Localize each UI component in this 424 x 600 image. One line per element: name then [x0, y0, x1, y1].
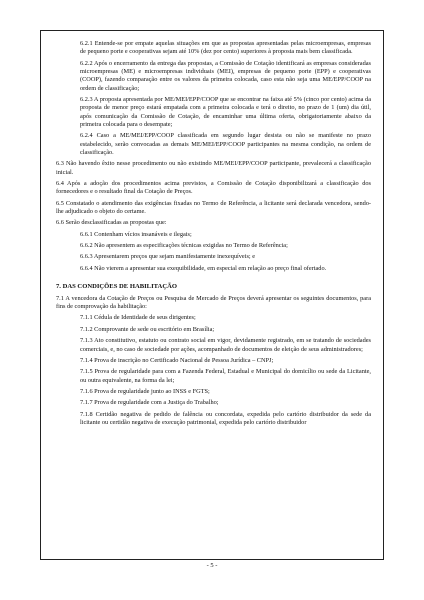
clause-6-3: 6.3 Não havendo êxito nesse procedimento ou não existindo ME/MEI/EPP/COOP participante, prevalecerá a classificação inicial.	[56, 160, 371, 176]
page-number: - 5 -	[206, 562, 218, 569]
clause-7-1-8: 7.1.8 Certidão negativa de pedido de falência ou concordata, expedida pelo cartório distribuidor da sede da licitante ou certidão negativa de execução patrimonial, expedida pelo cartório distribuidor	[80, 410, 371, 427]
clause-6-5: 6.5 Constatado o atendimento das exigências fixadas no Termo de Referência, a licitante será declarada vencedora, sendo-lhe adjudicado o objeto do certame.	[56, 199, 371, 215]
clause-7-1-5: 7.1.5 Prova de regularidade para com a Fazenda Federal, Estadual e Municipal do domicílio ou sede da Licitante, ou outra equivalente, na forma da lei;	[80, 368, 371, 384]
clause-7-1-4: 7.1.4 Prova de inscrição no Certificado Nacional de Pessoa Jurídica – CNPJ;	[80, 356, 274, 364]
section-7-heading: 7. DAS CONDIÇÕES DE HABILITAÇÃO	[56, 283, 177, 291]
clause-6-4: 6.4 Após a adoção dos procedimentos acima previstos, a Comissão de Cotação disponibilizará a classificação dos fornecedores e o resultado final da Cotação de Preços.	[56, 179, 371, 196]
clause-7-1-3: 7.1.3 Ato constitutivo, estatuto ou contrato social em vigor, devidamente registrado, em se tratando de sociedades comerciais, e, no caso de sociedade por ações, acompanhado de documentos de eleição de seus administradores;	[80, 337, 371, 353]
clause-7-1: 7.1 A vencedora da Cotação de Preços ou Pesquisa de Mercado de Preços deverá apresentar os seguintes documentos, para fins de comprovação da habilitação:	[56, 294, 371, 311]
clause-6-2-3: 6.2.3 A proposta apresentada por ME/MEI/EPP/COOP que se encontrar na faixa até 5% (cinco por cento) acima da proposta de menor preço estará empatada com a primeira colocada e terá o direito, no prazo de 1 (um) dia útil, após comunicação da Comissão de Cotação, de encaminhar uma última oferta, obrigatoriamente abaixo da primeira colocada para o desempate;	[80, 95, 371, 128]
clause-6-2-4: 6.2.4 Caso a ME/MEI/EPP/COOP classificada em segundo lugar desista ou não se manifeste no prazo estabelecido, serão convocadas as demais ME/MEI/EPP/COOP participantes na mesma condição, na ordem de classificação.	[80, 132, 371, 156]
clause-7-1-6: 7.1.6 Prova de regularidade junto ao INSS e FGTS;	[80, 387, 210, 395]
clause-6-6-1: 6.6.1 Contenham vícios insanáveis e ilegais;	[80, 230, 192, 238]
clause-6-6-4: 6.6.4 Não vierem a apresentar sua exequibilidade, em especial em relação ao preço final ofertado.	[80, 264, 327, 272]
clause-6-6-2: 6.6.2 Não apresentem as especificações técnicas exigidas no Termo de Referência;	[80, 242, 288, 250]
document-body	[56, 40, 371, 430]
clause-7-1-2: 7.1.2 Comprovante de sede ou escritório em Brasília;	[80, 325, 215, 333]
clause-6-6-3: 6.6.3 Apresentarem preços que sejam manifestamente inexequíveis; e	[80, 253, 256, 261]
clause-6-2-2: 6.2.2 Após o encerramento da entrega das propostas, a Comissão de Cotação identificará as empresas consideradas microempresas (ME) e microempresas individuais (MEI), empresas de pequeno porte (EPP) e cooperativas (COOP), fazendo comparação entre os valores da primeira colocada, caso esta não seja uma ME/EPP/COOP na ordem de classificação;	[80, 59, 371, 92]
clause-7-1-1: 7.1.1 Cédula de Identidade de seus dirigentes;	[80, 314, 196, 322]
clause-6-6: 6.6 Serão desclassificadas as propostas que:	[56, 219, 167, 227]
clause-6-2-1: 6.2.1 Entende-se por empate aquelas situações em que as propostas apresentadas pelas microempresas, empresas de pequeno porte e cooperativas sejam até 10% (dez por cento) superiores à proposta mais bem classificada.	[80, 40, 371, 56]
clause-7-1-7: 7.1.7 Prova de regularidade com a Justiça do Trabalho;	[80, 399, 219, 407]
